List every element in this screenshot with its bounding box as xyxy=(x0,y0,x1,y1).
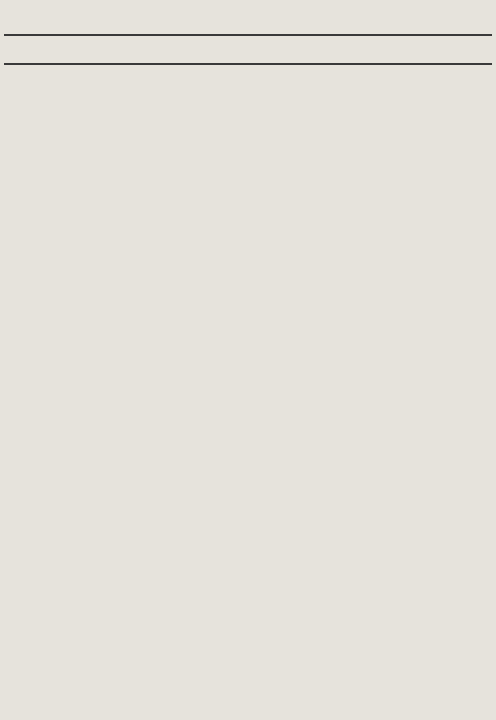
top-rule xyxy=(4,34,492,36)
events-table xyxy=(4,65,492,720)
table-header xyxy=(4,38,492,64)
